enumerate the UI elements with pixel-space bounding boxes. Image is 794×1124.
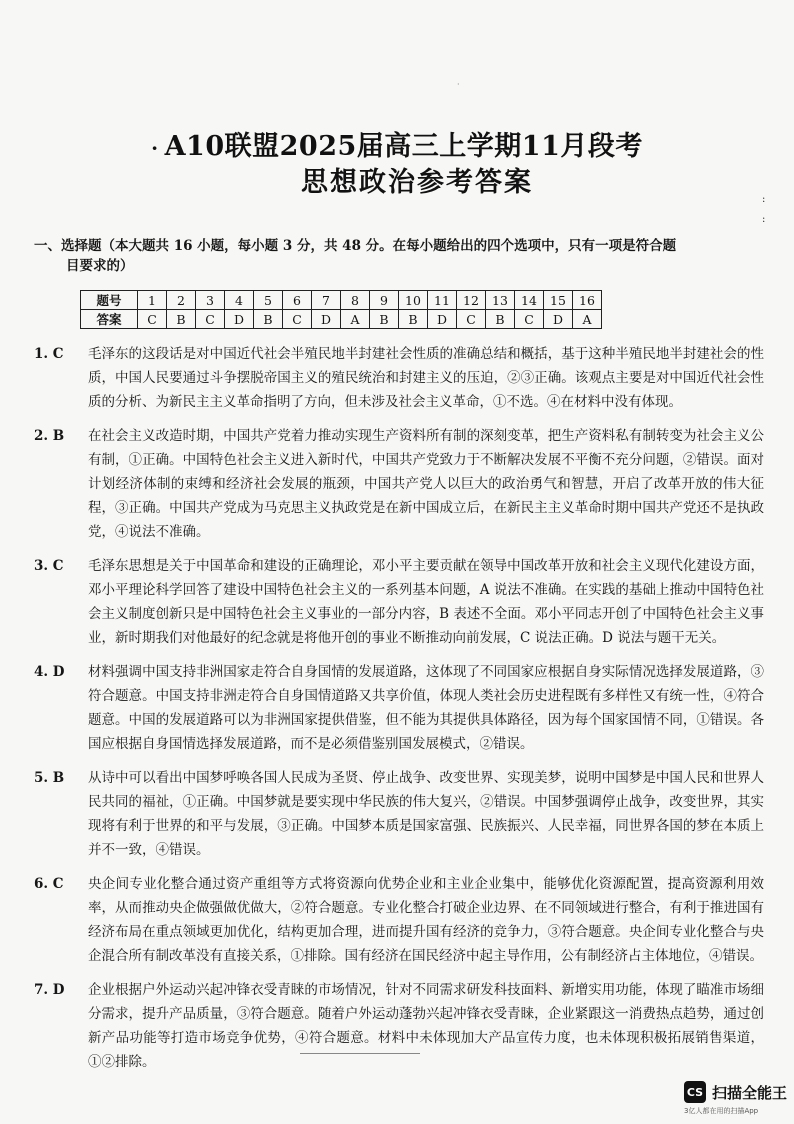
answer-table (80, 290, 602, 329)
explanation-list (34, 342, 764, 1084)
question-number: 8 (341, 291, 370, 310)
explanation-item (34, 978, 764, 1074)
question-number: 16 (573, 291, 602, 310)
explanation-item (34, 766, 764, 862)
item-text: 央企间专业化整合通过资产重组等方式将资源向优势企业和主业企业集中，能够优化资源配置，提高资源利用效率，从而推动央企做强做优做大，②符合题意。专业化整合打破企业边界、在不同领域进行整合，有利于推进国有经济布局在重点领域更加优化，结构更加合理，进而提升国有经济的竞争力，③符合题意。央企间专业化整合与央企混合所有制改革没有直接关系，①排除。国有经济在国民经济中起主导作用，公有制经济占主体地位，④错误。 (88, 876, 764, 964)
question-number: 7 (312, 291, 341, 310)
question-number-row (81, 291, 602, 310)
question-number: 9 (370, 291, 399, 310)
question-number: 10 (399, 291, 428, 310)
item-number: 7. D (34, 982, 65, 998)
answer-cell: A (341, 310, 370, 329)
title-line-1: A10联盟2025届高三上学期11月段考 (164, 131, 643, 162)
item-number: 3. C (34, 558, 64, 574)
answer-cell: C (283, 310, 312, 329)
section-heading-line-1: 一、选择题（本大题共 16 小题，每小题 3 分，共 48 分。在每小题给出的四个选项中，只有一项是符合题 (34, 238, 677, 254)
item-text: 材料强调中国支持非洲国家走符合自身国情的发展道路，这体现了不同国家应根据自身实际情况选择发展道路，③符合题意。中国支持非洲走符合自身国情道路又共享价值，体现人类社会历史进程既有多样性又有统一性，④符合题意。中国的发展道路可以为非洲国家提供借鉴，但不能为其提供具体路径，因为每个国家国情不同，①错误。各国应根据自身国情选择发展道路，而不是必须借鉴别国发展模式，②错误。 (88, 664, 764, 752)
item-number: 6. C (34, 876, 64, 892)
answer-cell: B (399, 310, 428, 329)
section-heading-line-2: 目要求的） (66, 258, 134, 274)
question-number: 2 (167, 291, 196, 310)
item-text: 毛泽东的这段话是对中国近代社会半殖民地半封建社会性质的准确总结和概括，基于这种半殖民地半封建社会的性质，中国人民要通过斗争摆脱帝国主义的殖民统治和封建主义的压迫，②③正确。该观点主要是对中国近代社会性质的分析、为新民主主义革命指明了方向，但未涉及社会主义革命，①不选。④在材料中没有体现。 (88, 346, 764, 410)
question-number: 1 (138, 291, 167, 310)
item-text: 在社会主义改造时期，中国共产党着力推动实现生产资料所有制的深刻变革，把生产资料私有制转变为社会主义公有制，①正确。中国特色社会主义进入新时代，中国共产党致力于不断解决发展不平衡不充分问题，②错误。面对计划经济体制的束缚和经济社会发展的瓶颈，中国共产党人以巨大的政治勇气和智慧，开启了改革开放的伟大征程，③正确。中国共产党成为马克思主义执政党是在新中国成立后，在新民主主义革命时期中国共产党还不是执政党，④说法不准确。 (88, 428, 764, 540)
scan-dot: · (457, 80, 460, 89)
cs-logo-icon: CS (684, 1081, 706, 1103)
question-number: 13 (486, 291, 515, 310)
answer-cell: D (428, 310, 457, 329)
answer-cell: D (225, 310, 254, 329)
question-number: 5 (254, 291, 283, 310)
question-number: 6 (283, 291, 312, 310)
scanner-logo (684, 1081, 787, 1103)
scanner-app-name: 扫描全能王 (712, 1083, 788, 1102)
scanner-slogan: 3亿人都在用的扫描App (684, 1107, 759, 1115)
exam-title (0, 124, 794, 163)
item-number: 4. D (34, 664, 65, 680)
question-number: 11 (428, 291, 457, 310)
question-number: 3 (196, 291, 225, 310)
scan-marks: : : (762, 194, 766, 225)
answer-cell: C (515, 310, 544, 329)
explanation-item (34, 872, 764, 968)
row-label-number: 题号 (81, 291, 138, 310)
answer-cell: B (370, 310, 399, 329)
explanation-item (34, 342, 764, 414)
answer-cell: B (167, 310, 196, 329)
answer-row (81, 310, 602, 329)
question-number: 14 (515, 291, 544, 310)
section-heading (34, 236, 754, 276)
answer-cell: C (196, 310, 225, 329)
question-number: 12 (457, 291, 486, 310)
answer-cell: A (573, 310, 602, 329)
item-number: 5. B (34, 770, 65, 786)
question-number: 4 (225, 291, 254, 310)
answer-cell: B (486, 310, 515, 329)
question-number: 15 (544, 291, 573, 310)
answer-cell: B (254, 310, 283, 329)
answer-cell: D (312, 310, 341, 329)
answer-cell: D (544, 310, 573, 329)
item-text: 企业根据户外运动兴起冲锋衣受青睐的市场情况，针对不同需求研发科技面料、新增实用功能，体现了瞄准市场细分需求，提升产品质量，③符合题意。随着户外运动蓬勃兴起冲锋衣受青睐，企业紧跟这一消费热点趋势，通过创新产品功能等打造市场竞争优势，④符合题意。材料中未体现加大产品宣传力度，也未体现积极拓展销售渠道，①②排除。 (88, 982, 764, 1070)
explanation-item (34, 660, 764, 756)
explanation-item (34, 424, 764, 544)
answer-cell: C (457, 310, 486, 329)
footer-divider (300, 1053, 420, 1054)
explanation-item (34, 554, 764, 650)
item-text: 毛泽东思想是关于中国革命和建设的正确理论，邓小平主要贡献在领导中国改革开放和社会主义现代化建设方面，邓小平理论科学回答了建设中国特色社会主义的一系列基本问题，A 说法不准确。在实践的基础上推动中国特色社会主义制度创新只是中国特色社会主义事业的一部分内容，B 表述不全面。邓小平同志开创了中国特色社会主义事业，新时期我们对他最好的纪念就是将他开创的事业不断推动向前发展，C 说法正确。D 说法与题干无关。 (88, 558, 764, 646)
answer-key-title: 思想政治参考答案 (301, 167, 533, 198)
item-number: 1. C (34, 346, 64, 362)
answer-cell: C (138, 310, 167, 329)
item-number: 2. B (34, 428, 65, 444)
title-bullet: · (151, 136, 159, 160)
item-text: 从诗中可以看出中国梦呼唤各国人民成为圣贤、停止战争、改变世界、实现美梦，说明中国梦是中国人民和世界人民共同的福祉，①正确。中国梦就是要实现中华民族的伟大复兴，②错误。中国梦强调停止战争，改变世界，其实现将有利于世界的和平与发展，③正确。中国梦本质是国家富强、民族振兴、人民幸福，同世界各国的梦在本质上并不一致，④错误。 (88, 770, 764, 858)
row-label-answer: 答案 (81, 310, 138, 329)
